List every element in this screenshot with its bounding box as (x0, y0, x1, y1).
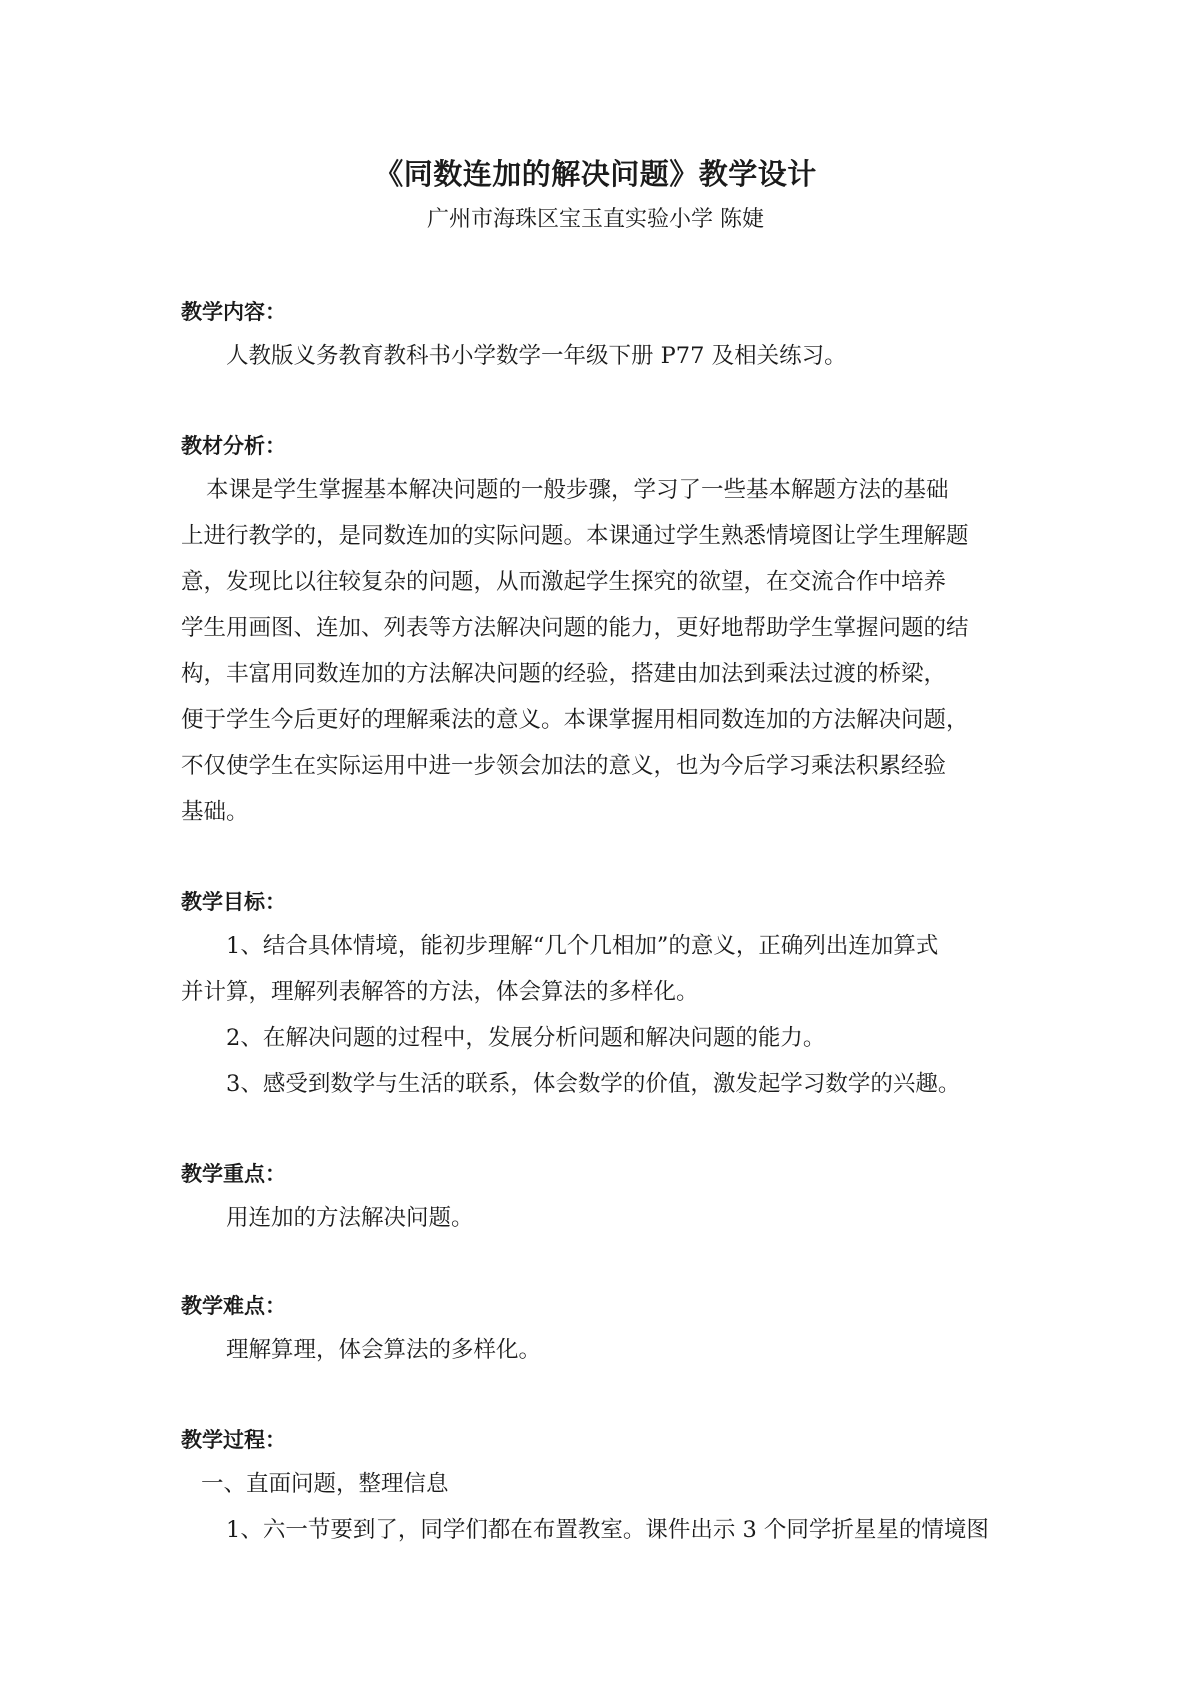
analysis-line: 构，丰富用同数连加的方法解决问题的经验，搭建由加法到乘法过渡的桥梁， (181, 661, 947, 687)
goal-line: 3、感受到数学与生活的联系，体会数学的价值，激发起学习数学的兴趣。 (226, 1071, 961, 1097)
goal-line: 并计算，理解列表解答的方法，体会算法的多样化。 (181, 979, 699, 1005)
analysis-line: 上进行教学的，是同数连加的实际问题。本课通过学生熟悉情境图让学生理解题 (181, 523, 969, 549)
document-title: 《同数连加的解决问题》教学设计 (374, 157, 817, 191)
section-heading-analysis: 教材分析： (181, 434, 286, 458)
goal-line: 1、结合具体情境，能初步理解“几个几相加”的意义，正确列出连加算式 (226, 933, 939, 959)
section-heading-difficulty: 教学难点： (181, 1294, 286, 1318)
process-step-text: 1、六一节要到了，同学们都在布置教室。课件出示 3 个同学折星星的情境图 (226, 1517, 989, 1543)
author-line: 广州市海珠区宝玉直实验小学 陈婕 (427, 207, 764, 232)
analysis-line: 本课是学生掌握基本解决问题的一般步骤，学习了一些基本解题方法的基础 (206, 477, 949, 503)
analysis-line: 意，发现比以往较复杂的问题，从而激起学生探究的欲望，在交流合作中培养 (181, 569, 947, 595)
analysis-line: 便于学生今后更好的理解乘法的意义。本课掌握用相同数连加的方法解决问题， (181, 707, 969, 733)
analysis-line: 学生用画图、连加、列表等方法解决问题的能力，更好地帮助学生掌握问题的结 (181, 615, 969, 641)
key-point-text: 用连加的方法解决问题。 (226, 1205, 474, 1231)
goal-line: 2、在解决问题的过程中，发展分析问题和解决问题的能力。 (226, 1025, 826, 1051)
analysis-line: 基础。 (181, 799, 249, 825)
section-heading-process: 教学过程： (181, 1428, 286, 1452)
section-heading-key-point: 教学重点： (181, 1162, 286, 1186)
section-heading-content: 教学内容： (181, 300, 286, 324)
process-step-title: 一、直面问题，整理信息 (201, 1471, 449, 1497)
section-heading-goals: 教学目标： (181, 890, 286, 914)
difficulty-text: 理解算理，体会算法的多样化。 (226, 1337, 542, 1363)
content-text: 人教版义务教育教科书小学数学一年级下册 P77 及相关练习。 (226, 343, 847, 369)
analysis-line: 不仅使学生在实际运用中进一步领会加法的意义，也为今后学习乘法积累经验 (181, 753, 947, 779)
